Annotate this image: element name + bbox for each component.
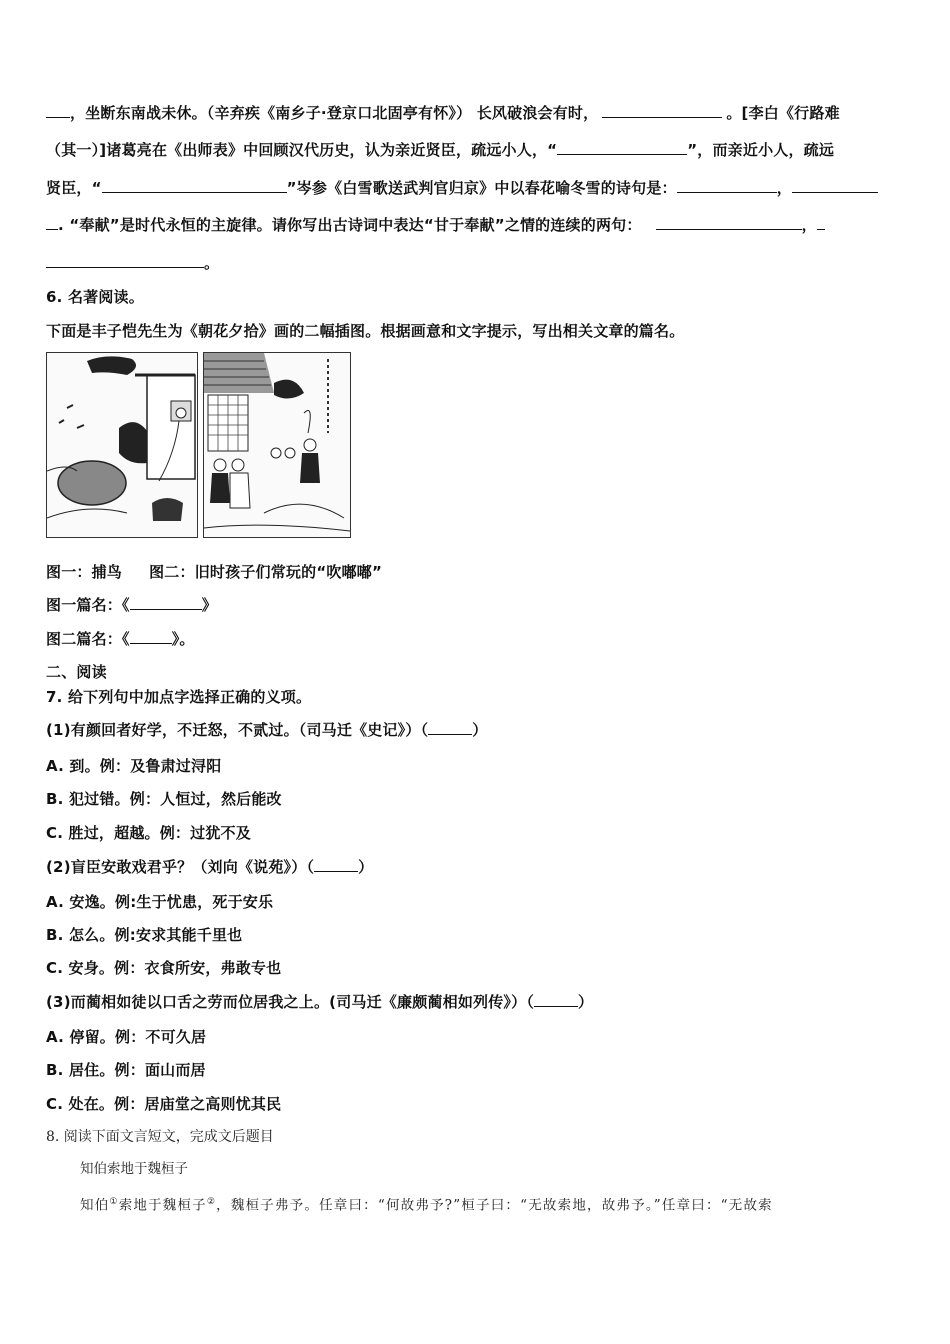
q8-passage-title: 知伯索地于魏桓子 (80, 1161, 188, 1177)
q7-item-2-option-a: A. 安逸。例:生于忧患，死于安乐 (46, 893, 274, 911)
stem-text: 。（司马迁《史记》）（ (283, 721, 429, 739)
q6-answer-1 (46, 595, 217, 615)
q5-text: . “奉献”是时代永恒的主旋律。请你写出古诗词中表达“甘于奉献”之情的连续的两句： (58, 216, 642, 234)
bird-catching-drawing-icon (47, 353, 197, 537)
figure-2-children-playing-illustration (203, 352, 351, 538)
passage-text: 索地于魏桓子 (118, 1197, 207, 1214)
q6-title: 6. 名著阅读。 (46, 288, 144, 306)
q5-text: （其一）]诸葛亮在《出师表》中回顾汉代历史，认为亲近贤臣，疏远小人，“ (46, 141, 558, 159)
figure-1-bird-catching-illustration (46, 352, 198, 538)
q7-item-1-option-c: C. 胜过，超越。例：过犹不及 (46, 824, 251, 842)
answer-blank[interactable] (46, 215, 58, 230)
q5-text: ”，而亲近小人，疏远 (687, 141, 835, 159)
figure-captions (46, 562, 382, 582)
q7-item-1-option-b: B. 犯过错。例：人恒过，然后能改 (46, 790, 282, 808)
q7-title: 7. 给下列句中加点字选择正确的义项。 (46, 688, 312, 706)
answer-label: 图二篇名：《 (46, 630, 130, 648)
q7-item-3-option-c: C. 处在。例：居庙堂之高则忧其民 (46, 1095, 282, 1113)
stem-text: 我之上。(司马迁《廉颇蔺相如列传》）（ (268, 993, 535, 1011)
stem-text: (3)而蔺相如徒以口舌之劳而位 (46, 993, 254, 1011)
comma: ， (801, 216, 817, 234)
q5-line-5 (46, 253, 219, 273)
footnote-marker: ① (109, 1197, 119, 1207)
bracket: 》 (201, 596, 217, 614)
captions-text: 图一：捕鸟 图二：旧时孩子们常玩的“吹嘟嘟” (46, 563, 383, 581)
dotted-char: 过 (268, 721, 284, 739)
stem-text: (2)盲臣 (46, 858, 102, 876)
q5-line-4 (46, 215, 825, 235)
q6-answer-2 (46, 629, 195, 649)
q7-item-3-option-b: B. 居住。例：面山而居 (46, 1061, 206, 1079)
answer-blank[interactable] (130, 595, 202, 610)
bracket: ） (578, 993, 594, 1011)
q7-item-3-stem (46, 992, 593, 1012)
q6-instruction: 下面是丰子恺先生为《朝花夕拾》画的二幅插图。根据画意和文字提示，写出相关文章的篇名。 (46, 322, 685, 340)
answer-label: 图一篇名：《 (46, 596, 130, 614)
answer-blank[interactable] (46, 253, 204, 268)
q7-item-2-option-b: B. 怎么。例:安求其能千里也 (46, 926, 243, 944)
answer-blank[interactable] (534, 992, 578, 1007)
q7-item-3-option-a: A. 停留。例：不可久居 (46, 1028, 207, 1046)
period: 。 (204, 254, 220, 272)
answer-blank[interactable] (677, 178, 777, 193)
q7-item-2-stem (46, 857, 373, 877)
stem-text: (1)有颜回者好学，不迁怒，不贰 (46, 721, 269, 739)
answer-blank[interactable] (557, 140, 687, 155)
footnote-marker: ② (206, 1197, 217, 1207)
answer-blank[interactable] (602, 103, 722, 118)
dotted-char: 安 (101, 858, 117, 876)
q8-passage-line-1 (80, 1192, 773, 1216)
answer-blank[interactable] (656, 215, 802, 230)
q5-line-1 (46, 103, 840, 123)
dotted-char: 居 (253, 993, 269, 1011)
answer-blank[interactable] (428, 720, 472, 735)
answer-blank[interactable] (817, 215, 825, 230)
q8-title: 8. 阅读下面文言短文，完成文后题目 (46, 1129, 274, 1145)
passage-text: ，魏桓子弗予。任章曰：“何故弗予?”桓子曰：“无故索地，故弗予。”任章曰：“无故索 (216, 1197, 773, 1214)
q5-line-3 (46, 178, 878, 198)
q7-item-1-stem (46, 720, 487, 740)
answer-blank[interactable] (792, 178, 878, 193)
q7-item-1-option-a: A. 到。例：及鲁肃过浔阳 (46, 757, 222, 775)
q5-text: 贤臣，“ (46, 179, 102, 197)
answer-blank[interactable] (102, 178, 287, 193)
section-title: 二、阅读 (46, 663, 107, 681)
q7-item-2-option-c: C. 安身。例：衣食所安，弗敢专也 (46, 959, 282, 977)
bracket: ） (358, 858, 374, 876)
answer-blank[interactable] (46, 103, 70, 118)
answer-blank[interactable] (314, 857, 358, 872)
q5-text: ”岑参《白雪歌送武判官归京》中以春花喻冬雪的诗句是： (286, 179, 677, 197)
q5-text: ，坐断东南战未休。（辛弃疾《南乡子·登京口北固亭有怀》） 长风破浪会有时， (70, 104, 599, 122)
stem-text: 敢戏君乎？（刘向《说苑》）（ (116, 858, 315, 876)
bracket: ） (472, 721, 488, 739)
illustrations (46, 350, 351, 540)
q5-line-2 (46, 140, 834, 160)
bracket: 》。 (171, 630, 195, 648)
answer-blank[interactable] (130, 629, 172, 644)
comma: ， (776, 179, 792, 197)
passage-text: 知伯 (80, 1197, 110, 1214)
q5-text: 。[李白《行路难 (726, 104, 840, 122)
children-playing-drawing-icon (204, 353, 350, 537)
